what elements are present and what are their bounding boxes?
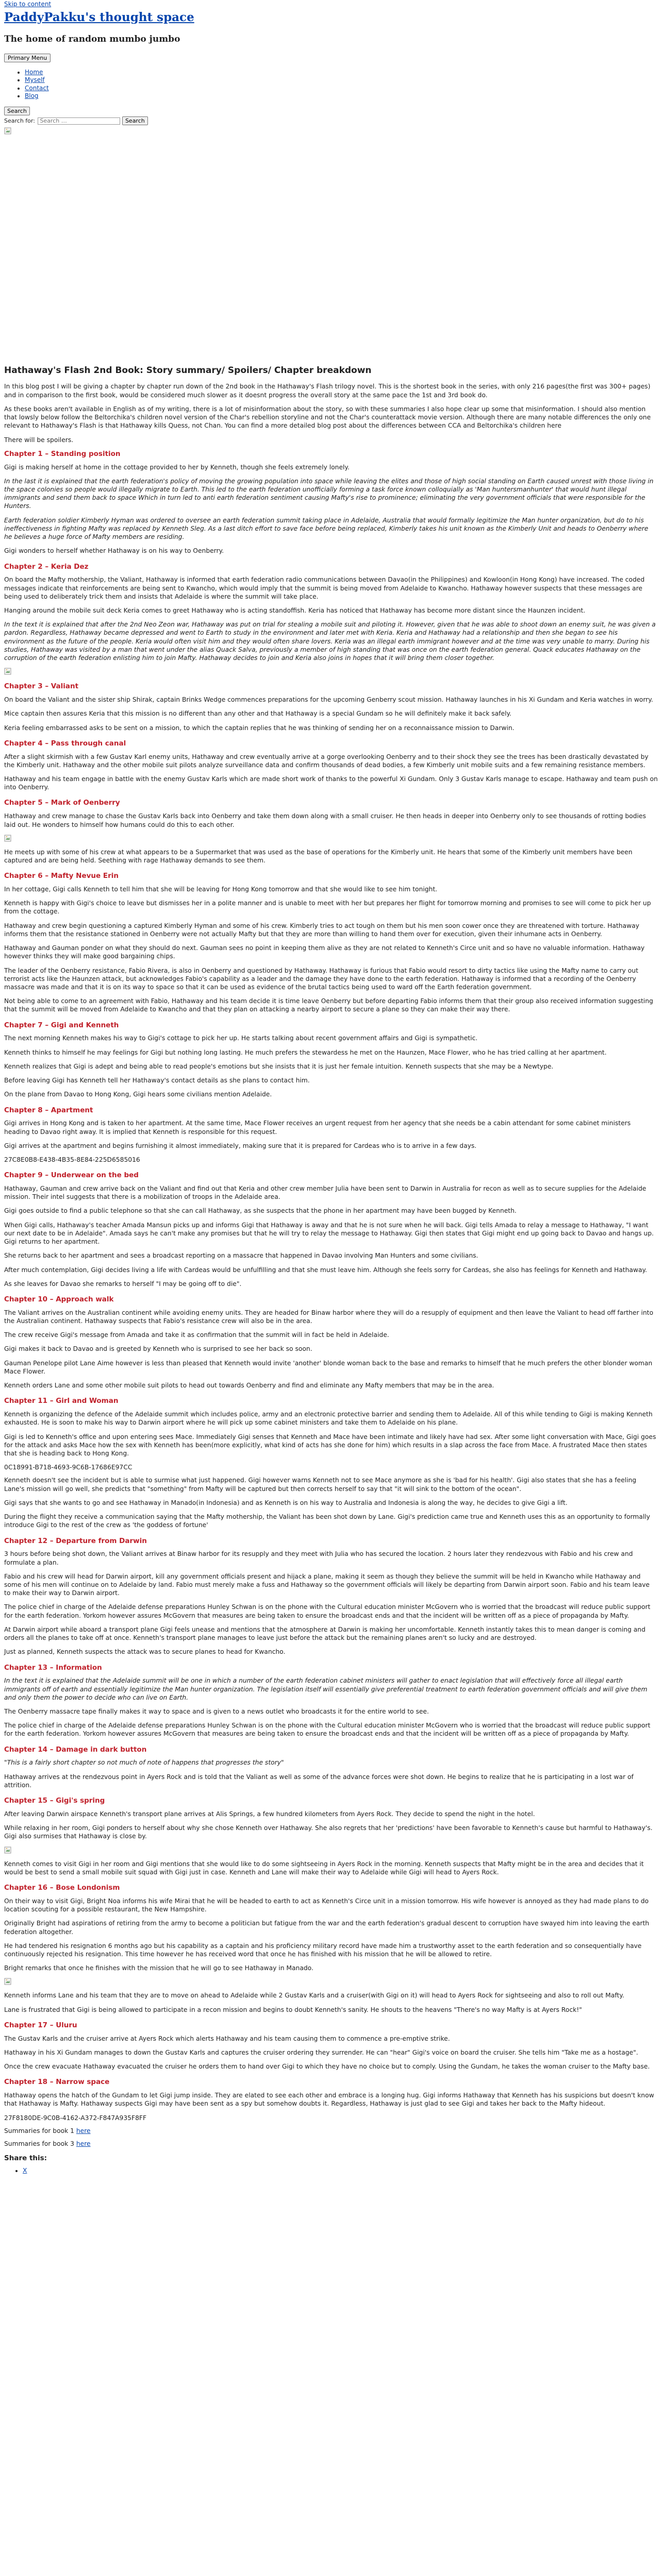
summary-label: Summaries for book 1 <box>4 2127 74 2134</box>
chapter-paragraph: Gigi arrives in Hong Kong and is taken to her apartment. At the same time, Mace Flower receives an urgent request from her agency that she needs be a cabin attendant for some cabinet ministers heading to Davao right away. It is implied that Kenneth is responsible for this request. <box>4 1120 631 1136</box>
chapter-paragraph: Kenneth informs Lane and his team that they are to move on ahead to Adelaide while 2 Gustav Karls and a cruiser(with Gigi on it) will head to Ayers Rock for sightseeing and also to roll out Mafty. <box>4 1992 624 1999</box>
summary-link[interactable]: here <box>76 2140 91 2147</box>
chapter-section <box>4 1021 658 1099</box>
chapter-paragraph: When Gigi calls, Hathaway's teacher Amada Mansun picks up and informs Gigi that Hathaway is away and that he is not sure when he will back. Gigi tells Amada to relay a message to Hathaway, "I want our next date to be in Adelaide". Amada says he can't make any promises but that he will try to relay the message to Hathaway. Gigi then states that Gigi might end up going back to Davao and hangs up. Gigi returns to her apartment. <box>4 1221 654 1246</box>
search-toggle-row <box>4 107 658 115</box>
chapter-paragraph: The police chief in charge of the Adelaide defense preparations Hunley Schwan is on the phone with the Cultural education minister McGovern who is worried that the broadcast will reduce public support for the earth federation. Yorkom however assures McGovern that measures are being taken to ensure the broadcast ends and that the incident will be written off as a piece of propaganda by Mafty. <box>4 1722 651 1738</box>
intro-paragraph: In this blog post I will be giving a chapter by chapter run down of the 2nd book in the Hathaway's Flash trilogy novel. This is the shortest book in the series, with only 216 pages(the first was 300+ pages) and in comparison to the first book, would be considered much slower as it doesnt progress the overall story at the same pace the 1st and 3rd book do. <box>4 383 651 399</box>
chapter-heading: Chapter 4 – Pass through canal <box>4 739 126 748</box>
chapter-paragraph: The police chief in charge of the Adelaide defense preparations Hunley Schwan is on the phone with the Cultural education minister McGovern who is worried that the broadcast will reduce public support for the earth federation. Yorkom however assures McGovern that measures are being taken to ensure the broadcast ends and that the incident will be written off as a piece of propaganda by Mafty. <box>4 1603 651 1619</box>
chapter-section <box>4 1664 658 1738</box>
chapter-paragraph: Before leaving Gigi has Kenneth tell her Hathaway's contact details as she plans to contact him. <box>4 1077 310 1084</box>
chapter-section <box>4 1537 658 1656</box>
chapter-paragraph: Not being able to come to an agreement with Fabio, Hathaway and his team decide it is time leave Oenberry but before departing Fabio informs them that their group also received information suggesting that the summit will be moved from Adelaide to Kwancho and that they plan on attacking a nearby airport to secure a plane so they can make their way there. <box>4 997 653 1013</box>
menu-link-contact[interactable]: Contact <box>25 84 49 92</box>
chapter-paragraph: Gigi is led to Kenneth's office and upon entering sees Mace. Immediately Gigi senses that Kenneth and Mace have been intimate and likely have had sex. After some light conversation with Mace, Gigi goes for the attack and asks Mace how the sex with Kenneth has been(more explicitly, what kind of acts has she done for him) which results in a slap across the face from Mace. A frustrated Mace then states that she is heading back to Hong Kong. <box>4 1433 656 1457</box>
image-caption-code: 27F8180DE-9C0B-4162-A372-F847A935F8FF <box>4 2114 147 2122</box>
chapter-paragraph: Once the crew evacuate Hathaway evacuated the cruiser he orders them to hand over Gigi to which they have no choice but to comply. Using the Gundam, he takes the woman cruiser to the Mafty base. <box>4 2063 650 2071</box>
chapter-paragraph: Originally Bright had aspirations of retiring from the army to become a politician but fatigue from the war and the earth federation's gradual descent to corruption have swayed him into leaving the earth federation altogether. <box>4 1920 650 1936</box>
post-title: Hathaway's Flash 2nd Book: Story summary/ Spoilers/ Chapter breakdown <box>4 365 372 376</box>
chapter-paragraph: On their way to visit Gigi, Bright Noa informs his wife Mirai that he will be headed to earth to act as Kenneth's Circe unit in a mission tomorrow. His wife however is annoyed as they had made plans to do location scouting for a possible restaurant, the New Hampshire. <box>4 1897 649 1913</box>
chapter-heading: Chapter 13 – Information <box>4 1663 102 1672</box>
chapter-paragraph: On board the Mafty mothership, the Valiant, Hathaway is informed that earth federation radio communications between Davao(in the Philippines) and Kowloon(in Hong Kong) have increased. The coded messages indicate that reinforcements are being sent to Kwancho, which would imply that the summit is being moved from Adelaide to Kwancho. Hathaway however suspects that these messages are being used to deliberately trick them and insists that Adelaide is where the summit will take place. <box>4 576 645 600</box>
chapter-paragraph: Fabio and his crew will head for Darwin airport, kill any government officials present and hijack a plane, making it seem as though they believe the summit will be held in Kwancho while Hathaway and some of his men will continue on to Adelaide by land. Fabio must merely make a fuss and Hathaway so the government officials will likely be departing from Darwin airport soon. Fabio and his team leave to make their way to Darwin airport. <box>4 1572 650 1597</box>
menu-item <box>25 84 658 93</box>
chapter-paragraph: The next morning Kenneth makes his way to Gigi's cottage to pick her up. He starts talking about recent government affairs and Gigi is sympathetic. <box>4 1035 478 1042</box>
chapter-heading: Chapter 14 – Damage in dark button <box>4 1745 147 1754</box>
chapter-section <box>4 2021 658 2071</box>
chapter-paragraph: Kenneth doesn't see the incident but is able to surmise what just happened. Gigi however warns Kenneth not to see Mace anymore as she is 'bad for his health'. Gigi also states that she has a feeling Lane's mission will go well, she predicts that "something" from Mafty will be captured but then corrects herself to say that "it will sink to the bottom of the ocean". <box>4 1477 637 1493</box>
chapter-paragraph: Gigi is making herself at home in the cottage provided to her by Kenneth, though she feels extremely lonely. <box>4 463 350 471</box>
broken-image-icon <box>4 127 11 134</box>
summary-link-line <box>4 2127 658 2135</box>
chapter-paragraph: On board the Valiant and the sister ship Shirak, captain Brinks Wedge commences preparations for the upcoming Genberry scout mission. Hathaway launches in his Xi Gundam and Keria watches in worry. <box>4 696 653 704</box>
search-input[interactable] <box>38 117 120 125</box>
search-submit-button[interactable]: Search <box>122 116 148 125</box>
share-section <box>4 2154 658 2175</box>
chapter-section <box>4 1745 658 1789</box>
chapter-paragraph: On the plane from Davao to Hong Kong, Gigi hears some civilians mention Adelaide. <box>4 1091 272 1098</box>
chapter-paragraph: The leader of the Oenberry resistance, Fabio Rivera, is also in Oenberry and questioned by Hathaway. Hathaway is furious that Fabio would resort to dirty tactics like using the Mafty name to carry out terrorist acts like the Haunzen attack, but acknowledges Fabio's capability as a leader and the damage they have done to the earth federation. Hathaway is informed that a recording of the Oenberry massacre was made and that it is on its way to space so that it can be used as evidence of the brutal tactics being used to ward off the Earth federation government. <box>4 967 638 991</box>
chapter-paragraph: Hathaway arrives at the rendezvous point in Ayers Rock and is told that the Valiant as well as some of the advance forces were shot down. He begins to realize that he is participating in a lost war of attrition. <box>4 1773 634 1789</box>
chapter-paragraph: 3 hours before being shot down, the Valiant arrives at Binaw harbor for its resupply and they meet with Julia who has secured the location. 2 hours later they rendezvous with Fabio and his crew and formulate a plan. <box>4 1550 633 1566</box>
chapter-paragraph: Hathaway and his team engage in battle with the enemy Gustav Karls which are made short work of thanks to the powerful Xi Gundam. Only 3 Gustav Karls manage to escape. Hathaway and team push on into Oenberry. <box>4 775 658 791</box>
search-toggle-button[interactable]: Search <box>4 107 30 115</box>
chapter-section <box>4 1171 658 1288</box>
chapter-paragraph: In the text it is explained that the Adelaide summit will be one in which a number of the earth federation cabinet ministers will gather to enact legislation that will effectively force all illegal earth immigrants off of earth and essentially legitimize the Man hunter organization. The legislation itself will essentially give preferential treatment to earth federation government officials and will give them and only them the power to decide who can live on Earth. <box>4 1677 648 1701</box>
chapter-paragraph: The Oenberry massacre tape finally makes it way to space and is given to a news outlet who broadcasts it for the entire world to see. <box>4 1708 429 1715</box>
menu-link-home[interactable]: Home <box>25 68 43 76</box>
menu-item <box>25 92 658 100</box>
chapter-heading: Chapter 17 – Uluru <box>4 2021 77 2029</box>
primary-menu-button[interactable]: Primary Menu <box>4 54 51 62</box>
featured-image <box>4 127 165 355</box>
chapter-paragraph: Gigi goes outside to find a public telephone so that she can call Hathaway, as she suspects that the phone in her apartment may have been bugged by Kenneth. <box>4 1207 517 1215</box>
chapter-section <box>4 563 658 675</box>
search-form <box>4 116 658 125</box>
site-title <box>4 10 658 25</box>
chapter-paragraph: As she leaves for Davao she remarks to herself "I may be going off to die". <box>4 1280 242 1287</box>
share-list <box>4 2166 658 2175</box>
chapter-paragraph: During the flight they receive a communication saying that the Mafty mothership, the Valiant has been shot down by Lane. Gigi's prediction came true and Kenneth uses this as an opportunity to formally introduce Gigi to the rest of the crew as 'the goddess of fortune' <box>4 1513 650 1529</box>
chapter-paragraph: Hanging around the mobile suit deck Keria comes to greet Hathaway who is acting standoffish. Keria has noticed that Hathaway has become more distant since the Haunzen incident. <box>4 607 586 614</box>
image-caption-code: 27C8E0B8-E438-4B35-8E84-225D6585016 <box>4 1156 140 1163</box>
chapter-paragraph: The Valiant arrives on the Australian continent while avoiding enemy units. They are headed for Binaw harbor where they will do a resupply of equipment and then leave the Valiant to head off farther into the Australian continent. Hathaway suspects that Fabio's resistance crew will also be in the area. <box>4 1309 654 1325</box>
menu-item <box>25 76 658 84</box>
broken-image-icon <box>4 1978 11 1985</box>
chapter-paragraph: Hathaway in his Xi Gundam manages to down the Gustav Karls and captures the cruiser ordering they surrender. He can "hear" Gigi's voice on board the cruiser. She tells him "Take me as a hostage". <box>4 2048 638 2056</box>
chapter-paragraph: After much contemplation, Gigi decides living a life with Cardeas would be unfulfilling and that she must leave him. Although she feels sorry for Cardeas, she also has feelings for Kenneth and Hathaway. <box>4 1266 647 1274</box>
share-item <box>23 2166 658 2175</box>
chapter-paragraph: In the last it is explained that the earth federation's policy of moving the growing population into space while leaving the elites and those of high social standing on Earth caused unrest with those living in the space colonies so people would illegally migrate to Earth. This led to the earth federation unofficially forming a task force known colloquially as 'Man huntersmanhunter' that would hunt illegal immigrants and send them back to space Which in turn led to anti earth federation sentiment causing Mafty's rise to prominence; eliminating the very government officials that were responsible for the Hunters. <box>4 477 654 510</box>
chapter-paragraph: Mice captain then assures Keria that this mission is no different than any other and that Hathaway is a special Gundam so he will definitely make it back safely. <box>4 710 511 718</box>
chapter-section <box>4 1295 658 1389</box>
chapter-paragraph: Kenneth thinks to himself he may feelings for Gigi but nothing long lasting. He much prefers the stewardess he met on the Haunzen, Mace Flower, who he has tried calling at her apartment. <box>4 1048 607 1056</box>
chapter-paragraph: Hathaway and crew begin questioning a captured Kimberly Hyman and some of his crew. Kimberly tries to act tough on them but his men soon cower once they are threatened with torture. Hathaway informs them that the resistance stationed in Oenberry were not actually Mafty but that they are more than willing to hand them over for execution, given their inhumane acts in Oenberry. <box>4 922 639 938</box>
chapter-heading: Chapter 3 – Valiant <box>4 682 79 691</box>
chapter-paragraph: Hathaway and crew manage to chase the Gustav Karls back into Oenberry and take them down along with a small cruiser. He then heads in deeper into Oenberry only to see thousands of rotting bodies laid out. He wonders to himself how humans could do this to each other. <box>4 812 646 828</box>
primary-navigation <box>4 54 658 100</box>
chapter-section <box>4 1106 658 1164</box>
chapter-heading: Chapter 16 – Bose Londonism <box>4 1884 120 1892</box>
chapter-section <box>4 450 658 555</box>
chapter-paragraph: Keria feeling embarrassed asks to be sent on a mission, to which the captain replies that he was thinking of sending her on a reconnaissance mission to Darwin. <box>4 724 515 732</box>
chapter-section <box>4 2078 658 2148</box>
inline-image <box>4 835 11 842</box>
chapter-section <box>4 739 658 792</box>
chapter-heading: Chapter 8 – Apartment <box>4 1106 93 1114</box>
chapter-section <box>4 799 658 865</box>
chapter-paragraph: Gigi wonders to herself whether Hathaway is on his way to Oenberry. <box>4 547 224 555</box>
broken-image-icon <box>4 668 11 675</box>
inline-image <box>4 668 11 675</box>
chapter-paragraph: Bright remarks that once he finishes with the mission that he will go to see Hathaway in Manado. <box>4 1964 313 1972</box>
share-title: Share this: <box>4 2154 47 2163</box>
chapter-heading: Chapter 10 – Approach walk <box>4 1295 114 1303</box>
summary-link[interactable]: here <box>76 2127 91 2134</box>
chapter-paragraph: In the text it is explained that after the 2nd Neo Zeon war, Hathaway was put on trial for stealing a mobile suit and piloting it. However, given that he was able to shoot down an enemy suit, he was given a pardon. Regardless, Hathaway became depressed and went to Earth to study in the environment and later met with Keria. Keria and Hathaway had a relationship and then she began to see his environment as the future of the people. Keria would often visit him and they would often share lovers. Keria was an illegal earth immigrant however and at the time was very unable to marry. During his studies, Hathaway was visited by a man that went under the alias Quack Salva, previously a member of high standing that was once on the earth federation general. Quack educates Hathaway on the corruption of the earth federation enlisting him to join Mafty. Hathaway decides to join and Keria also joins in hopes that it will bring them closer together. <box>4 621 656 662</box>
primary-menu-list <box>4 69 658 100</box>
chapter-paragraph: Lane is frustrated that Gigi is being allowed to participate in a recon mission and begins to doubt Kenneth's sanity. He shouts to the heavens "There's no way Mafty is at Ayers Rock!" <box>4 2006 582 2013</box>
chapter-paragraph: Hathaway and Gauman ponder on what they should do next. Gauman sees no point in keeping them alive as they are not related to Kenneth's Circe unit and so have no valuable information. Hathaway however thinks they will make good bargaining chips. <box>4 944 645 960</box>
chapter-paragraph: The crew receive Gigi's message from Amada and take it as confirmation that the summit will in fact be held in Adelaide. <box>4 1331 389 1339</box>
chapter-section <box>4 1797 658 1876</box>
chapter-list <box>4 450 658 2148</box>
chapter-heading: Chapter 9 – Underwear on the bed <box>4 1171 139 1180</box>
chapter-heading: Chapter 12 – Departure from Darwin <box>4 1536 147 1545</box>
chapter-section <box>4 1884 658 2014</box>
chapter-heading: Chapter 18 – Narrow space <box>4 2078 110 2087</box>
chapter-paragraph: Hathaway opens the hatch of the Gundam to let Gigi jump inside. They are elated to see each other and embrace is a longing hug. Gigi informs Hathaway that Kenneth has his suspicions but doesn't know that Hathaway is Mafty. Hathaway suspects Gigi may have been sent as a spy but somehow doubts it. Regardless, Hathaway is just glad to see Gigi and takes her back to the Mafty hideout. <box>4 2092 654 2108</box>
intro-paragraph: As these books aren't available in English as of my writing, there is a lot of misinformation about the story, so with these summaries I also hope clear up some that misinformation. I should also mention that lowsly below follow the Beltorchika's children novel version of the Char's rebellion storyline and not the Char's counterattack movie version. Although there are many notable differences the only one relevant to Hathaway's Flash is that Hathaway kills Quess, not Chan. You can find a more detailed blog post about the differences between CCA and Beltorchika's children here <box>4 405 651 430</box>
chapter-paragraph: The Gustav Karls and the cruiser arrive at Ayers Rock which alerts Hathaway and his team causing them to commence a pre-emptive strike. <box>4 2035 450 2042</box>
chapter-paragraph: After a slight skirmish with a few Gustav Karl enemy units, Hathaway and crew eventually arrive at a gorge overlooking Oenberry and to their shock they see the trees has been drastically devastated by the Kimberly unit. Hathaway and the other mobile suit pilots analyze surveillance data and confirm thousands of dead bodies, a few Kimberly unit mobile suits and a few remaining resistance members. <box>4 753 649 769</box>
chapter-paragraph: Gigi makes it back to Davao and is greeted by Kenneth who is surprised to see her back so soon. <box>4 1345 312 1353</box>
share-link-x[interactable]: X <box>23 2167 27 2174</box>
chapter-paragraph: Gauman Penelope pilot Lane Aime however is less than pleased that Kenneth would invite 'another' blonde woman back to the base and remarks to himself that he much prefers the other blonder woman Mace Flower. <box>4 1359 653 1375</box>
chapter-paragraph: Kenneth is happy with Gigi's choice to leave but dismisses her in a polite manner and is unable to meet with her but prepares her flight for tomorrow morning and promises to see will come to pick her up from the cottage. <box>4 900 651 916</box>
chapter-heading: Chapter 15 – Gigi's spring <box>4 1797 105 1805</box>
menu-item <box>25 69 658 77</box>
menu-link-blog[interactable]: Blog <box>25 92 39 100</box>
chapter-paragraph: Hathaway, Gauman and crew arrive back on the Valiant and find out that Keria and other crew member Julia have been sent to Darwin in Australia for recon as well as to secure supplies for the Adelaide mission. Their intel suggests that there is a mobilization of troops in the Adelaide area. <box>4 1185 647 1201</box>
chapter-paragraph: Kenneth comes to visit Gigi in her room and Gigi mentions that she would like to do some sightseeing in Ayers Rock in the morning. Kenneth suspects that Mafty might be in the area and decides that it would be best to send a small mobile suit squad with Gigi just in case. Kenneth and Lane will make their way to Adelaide while Gigi will head to Ayers Rock. <box>4 1860 644 1876</box>
chapter-heading: Chapter 2 – Keria Dez <box>4 562 89 571</box>
chapter-paragraph: After leaving Darwin airspace Kenneth's transport plane arrives at Alis Springs, a few hundred kilometers from Ayers Rock. They decide to spend the night in the hotel. <box>4 1810 535 1818</box>
broken-image-icon <box>4 1846 11 1854</box>
summary-link-line <box>4 2140 658 2148</box>
chapter-section <box>4 682 658 732</box>
chapter-paragraph: While relaxing in her room, Gigi ponders to herself about why she chose Kenneth over Hathaway. She also regrets that her 'predictions' have been favorable to Kenneth's cause but harmful to Hathaway's. Gigi also surmises that Hathaway is close by. <box>4 1824 653 1840</box>
inline-image <box>4 1978 11 1985</box>
chapter-paragraph: In her cottage, Gigi calls Kenneth to tell him that she will be leaving for Hong Kong tomorrow and that she would like to see him tonight. <box>4 885 438 893</box>
chapter-paragraph: She returns back to her apartment and sees a broadcast reporting on a massacre that happened in Davao involving Man Hunters and some civilians. <box>4 1252 478 1260</box>
site-title-link[interactable]: PaddyPakku's thought space <box>4 10 194 24</box>
intro-paragraph: There will be spoilers. <box>4 436 74 444</box>
broken-image-icon <box>4 835 11 842</box>
chapter-heading: Chapter 6 – Mafty Nevue Erin <box>4 872 119 880</box>
chapter-heading: Chapter 5 – Mark of Oenberry <box>4 799 120 807</box>
chapter-section <box>4 1397 658 1529</box>
post-content <box>4 365 658 2148</box>
chapter-heading: Chapter 7 – Gigi and Kenneth <box>4 1021 119 1029</box>
summary-label: Summaries for book 3 <box>4 2140 74 2147</box>
chapter-paragraph: Gigi arrives at the apartment and begins furnishing it almost immediately, making sure that it is prepared for Cardeas who is to arrive in a few days. <box>4 1142 477 1149</box>
chapter-paragraph: Kenneth is organizing the defence of the Adelaide summit which includes police, army and an electronic protective barrier and sending them to Adelaide. All of this while tending to Gigi is making Kenneth exhausted. He is soon to make his way to Darwin airport where he will pick up some cabinet ministers and take them to Adelaide on his plane. <box>4 1411 653 1427</box>
chapter-heading: Chapter 1 – Standing position <box>4 449 121 458</box>
site-description: The home of random mumbo jumbo <box>4 34 180 45</box>
chapter-section <box>4 872 658 1013</box>
chapter-paragraph: He had tendered his resignation 6 months ago but his capability as a captain and his proficiency military record have made him a trustworthy asset to the earth federation and so consequentially have continuously rejected his resignation. This time however he has received word that once he has finished with his mission that he will be allowed to retire. <box>4 1942 642 1958</box>
search-label: Search for: <box>4 117 35 124</box>
chapter-paragraph: Kenneth orders Lane and some other mobile suit pilots to head out towards Oenberry and find and eliminate any Mafty members that may be in the area. <box>4 1382 494 1389</box>
chapter-paragraph: Earth federation soldier Kimberly Hyman was ordered to oversee an earth federation summit taking place in Adelaide, Australia that would formally legitimize the Man hunter organization, but do to his ineffectiveness in fighting Mafty was replaced by Kenneth Sleg. As a last ditch effort to save face before being replaced, Kimberly takes his unit known as the Kimberly Unit and heads to Oenberry where he believes a huge force of Mafty members are residing. <box>4 516 649 541</box>
image-caption-code: 0C18991-B718-4693-9C6B-17686E97CC <box>4 1464 133 1471</box>
chapter-paragraph: At Darwin airport while aboard a transport plane Gigi feels unease and mentions that the atmosphere at Darwin is making her uncomfortable. Kenneth instantly takes this to mean danger is coming and orders all the planes to take off at once. Kenneth's transport plane manages to leave just before the attack but the remaining planes aren't so lucky and are destroyed. <box>4 1625 646 1642</box>
chapter-paragraph: Just as planned, Kenneth suspects the attack was to secure planes to head for Kwancho. <box>4 1648 286 1656</box>
chapter-paragraph: He meets up with some of his crew at what appears to be a Supermarket that was used as the base of operations for the Kimberly unit. He hears that some of the Kimberly unit members have been captured and are being held. Seething with rage Hathaway demands to see them. <box>4 848 633 864</box>
post-intro <box>4 382 658 444</box>
chapter-paragraph: "This is a fairly short chapter so not much of note of happens that progresses the story" <box>4 1759 284 1767</box>
menu-link-myself[interactable]: Myself <box>25 76 45 84</box>
inline-image <box>4 1846 11 1854</box>
skip-to-content-link[interactable]: Skip to content <box>4 1 52 8</box>
chapter-paragraph: Kenneth realizes that Gigi is adept and being able to read people's emotions but she insists that it is just her female intuition. Kenneth suspects that she may be a Newtype. <box>4 1062 554 1070</box>
chapter-paragraph: Gigi says that she wants to go and see Hathaway in Manado(in Indonesia) and as Kenneth is on his way to Australia and Indonesia is along the way, he decides to give Gigi a lift. <box>4 1499 568 1506</box>
chapter-heading: Chapter 11 – Girl and Woman <box>4 1397 119 1405</box>
